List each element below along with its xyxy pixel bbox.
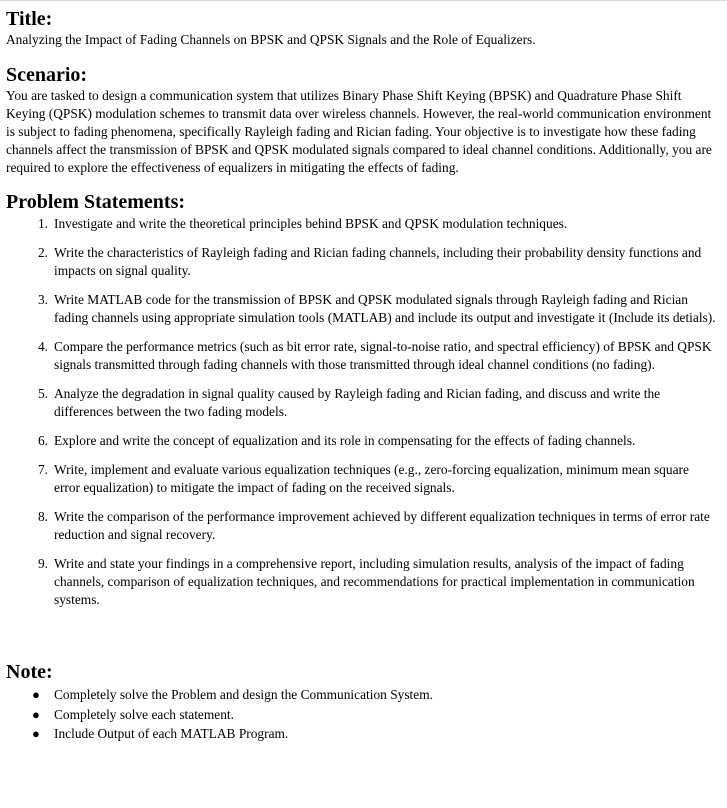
problem-text: Write MATLAB code for the transmission of BPSK and QPSK modulated signals through Rayleigh fading and Rician fading channels using appropriate simulation tools (MATLAB) and include its output and investigate it (Include its detials).: [54, 292, 716, 325]
problem-item: [6, 461, 718, 497]
problem-item: [6, 291, 718, 327]
problem-statements-heading: Problem Statements:: [6, 191, 186, 213]
problem-number: 5.: [37, 386, 48, 401]
problem-text: Write, implement and evaluate various equalization techniques (e.g., zero-forcing equalization, minimum mean square error equalization) to mitigate the impact of fading on the received signals.: [54, 462, 689, 495]
note-item: [6, 724, 718, 744]
note-item: [6, 705, 718, 725]
problem-number: 3.: [37, 292, 48, 307]
problem-item: [6, 215, 718, 233]
problem-text: Analyze the degradation in signal quality caused by Rayleigh fading and Rician fading, and discuss and write the differences between the two fading models.: [54, 386, 661, 419]
problem-number: 4.: [37, 339, 48, 354]
note-text: Completely solve each statement.: [54, 706, 234, 722]
problem-text: Investigate and write the theoretical principles behind BPSK and QPSK modulation techniques.: [54, 216, 568, 231]
top-divider: [0, 0, 727, 1]
problem-statements-list: [6, 215, 718, 609]
problem-number: 6.: [37, 433, 48, 448]
problem-text: Write the comparison of the performance improvement achieved by different equalization techniques in terms of error rate reduction and signal recovery.: [54, 509, 710, 542]
problem-text: Write the characteristics of Rayleigh fading and Rician fading channels, including their probability density functions and impacts on signal quality.: [54, 245, 702, 278]
scenario-text: You are tasked to design a communication system that utilizes Binary Phase Shift Keying (BPSK) and Quadrature Phase Shift Keying (QPSK) modulation schemes to transmit data over wireless channels. However, the real-world communication environment is subject to fading phenomena, specifically Rayleigh fading and Rician fading. Your objective is to investigate how these fading channels affect the transmission of BPSK and QPSK modulated signals compared to ideal channel conditions. Additionally, you are required to explore the effectiveness of equalizers in mitigating the effects of fading.: [6, 88, 712, 175]
bullet-icon: ●: [32, 687, 40, 702]
problem-number: 7.: [37, 462, 48, 477]
note-text: Include Output of each MATLAB Program.: [54, 726, 289, 741]
problem-item: [6, 432, 718, 450]
note-text: Completely solve the Problem and design the Communication System.: [54, 687, 433, 702]
problem-text: Write and state your findings in a comprehensive report, including simulation results, analysis of the impact of fading channels, comparison of equalization techniques, and recommendations for practical implementation in communication systems.: [54, 556, 695, 607]
problem-text: Compare the performance metrics (such as bit error rate, signal-to-noise ratio, and spectral efficiency) of BPSK and QPSK signals transmitted through fading channels with those transmitted through ideal channel conditions (no fading).: [54, 339, 712, 372]
problem-number: 2.: [37, 245, 48, 260]
title-heading: Title:: [6, 8, 53, 30]
problem-item: [6, 508, 718, 544]
document-body: [6, 8, 718, 744]
scenario-heading: Scenario:: [6, 64, 88, 86]
problem-item: [6, 385, 718, 421]
problem-text: Explore and write the concept of equalization and its role in compensating for the effects of fading channels.: [54, 433, 636, 448]
note-list: [6, 685, 718, 744]
note-heading: Note:: [6, 661, 53, 683]
problem-number: 1.: [37, 216, 48, 231]
problem-item: [6, 244, 718, 280]
bullet-icon: ●: [32, 726, 40, 741]
problem-item: [6, 338, 718, 374]
note-item: [6, 685, 718, 705]
problem-number: 8.: [37, 509, 48, 524]
problem-number: 9.: [37, 556, 48, 571]
title-text: Analyzing the Impact of Fading Channels on BPSK and QPSK Signals and the Role of Equalizers.: [6, 32, 536, 47]
bullet-icon: ●: [32, 706, 40, 722]
problem-item: [6, 555, 718, 609]
